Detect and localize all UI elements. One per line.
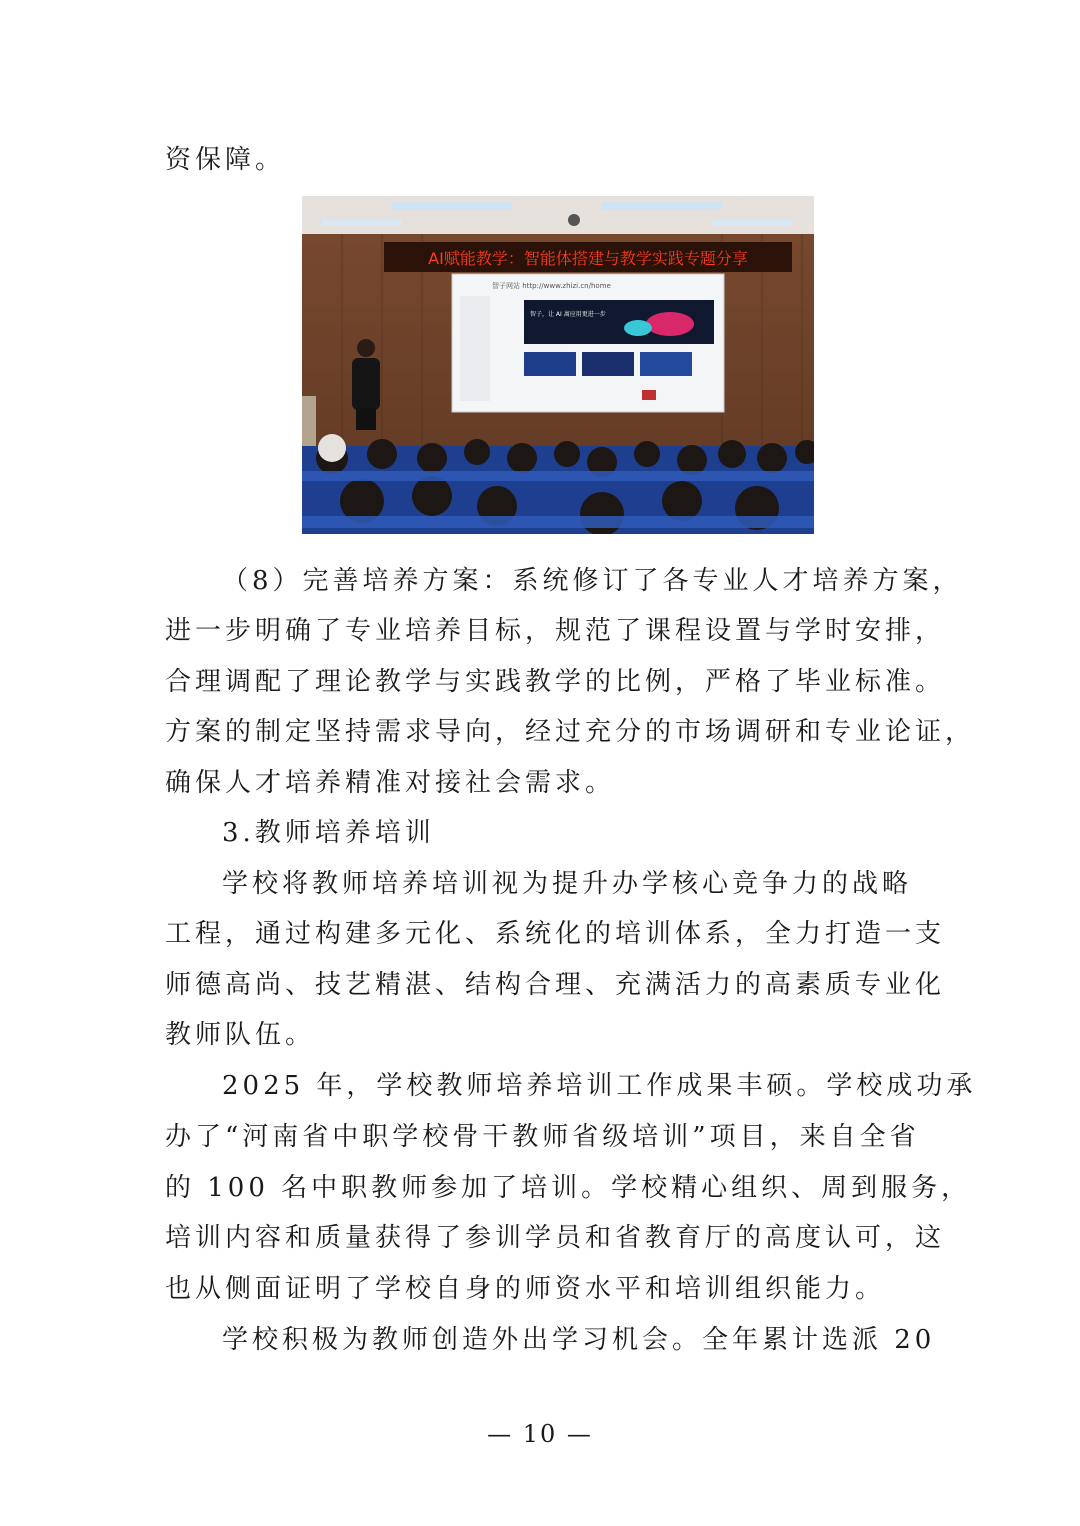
text-line: 师德高尚、技艺精湛、结构合理、充满活力的高素质专业化 <box>165 970 946 1000</box>
section-heading: 3.教师培养培训 <box>222 818 435 848</box>
presenter-figure <box>352 339 380 430</box>
text-line: 确保人才培养精准对接社会需求。 <box>165 768 616 798</box>
page-number: — 10 — <box>487 1420 593 1448</box>
text-line: 教师队伍。 <box>165 1020 316 1050</box>
text-line: 也从侧面证明了学校自身的师资水平和培训组织能力。 <box>165 1274 886 1304</box>
text-line: 2025 年，学校教师培养培训工作成果丰硕。学校成功承 <box>222 1071 977 1101</box>
text-line: 办了“河南省中职学校骨干教师省级培训”项目，来自全省 <box>165 1122 920 1152</box>
text-line: 的 100 名中职教师参加了培训。学校精心组织、周到服务， <box>165 1173 972 1203</box>
text-line: 方案的制定坚持需求导向，经过充分的市场调研和专业论证， <box>165 717 976 747</box>
lecture-photo-illustration <box>302 196 814 534</box>
led-banner-text: AI赋能教学：智能体搭建与教学实践专题分享 <box>428 249 748 268</box>
text-line: 工程，通过构建多元化、系统化的培训体系，全力打造一支 <box>165 919 946 949</box>
screen-url: 智子网站 http://www.zhizi.cn/home <box>492 282 611 290</box>
lecture-photo <box>302 196 814 534</box>
text-line: 进一步明确了专业培养目标，规范了课程设置与学时安排， <box>165 616 946 646</box>
text-line: 学校将教师培养培训视为提升办学核心竞争力的战略 <box>222 869 913 899</box>
text-line: 资保障。 <box>165 145 286 175</box>
text-line: （8）完善培养方案：系统修订了各专业人才培养方案， <box>222 566 963 596</box>
screen-headline: 智子，让 AI 离应用更进一步 <box>530 311 606 318</box>
text-line: 学校积极为教师创造外出学习机会。全年累计选派 20 <box>222 1325 936 1355</box>
text-line: 合理调配了理论教学与实践教学的比例，严格了毕业标准。 <box>165 667 946 697</box>
text-line: 培训内容和质量获得了参训学员和省教育厅的高度认可，这 <box>165 1223 946 1253</box>
